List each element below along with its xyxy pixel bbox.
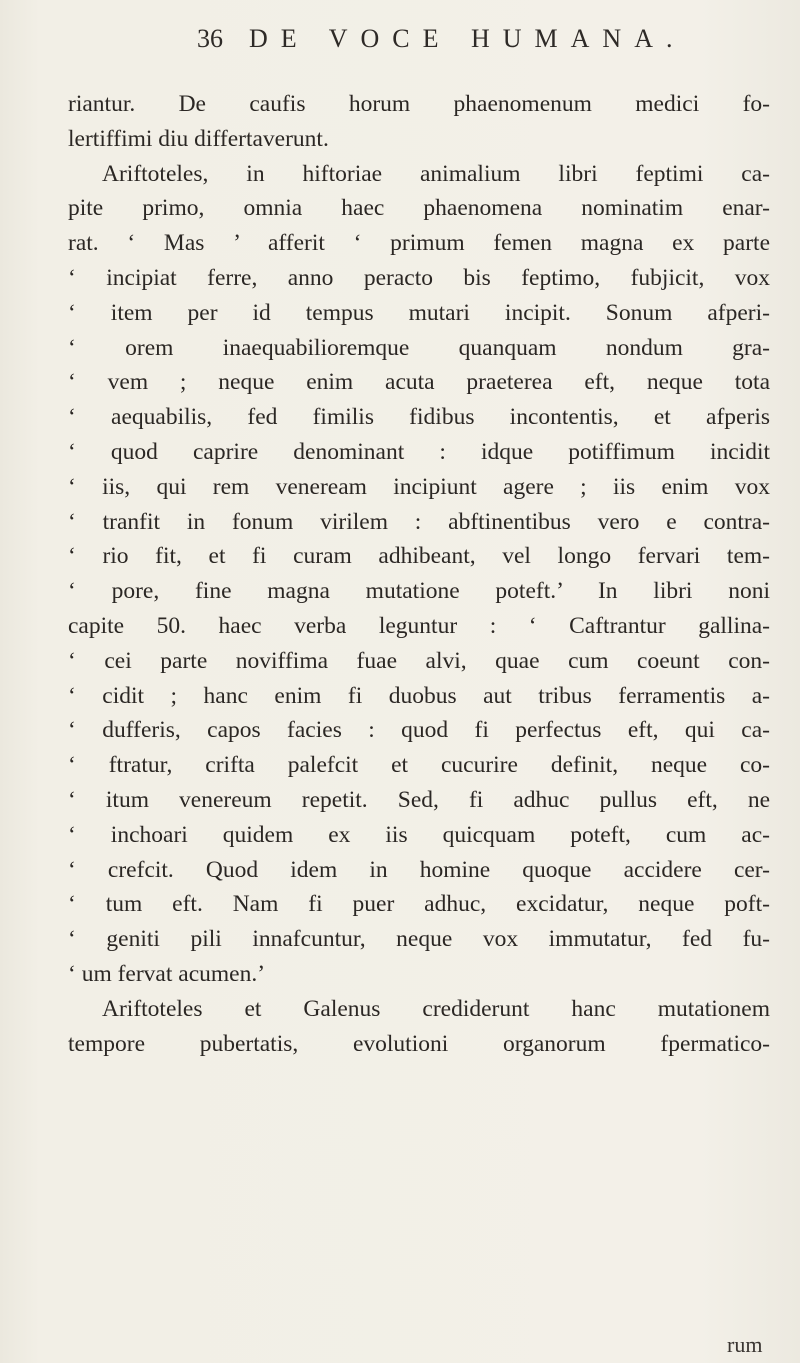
- text-line: ‘ crefcit. Quod idem in homine quoque accidere cer-: [68, 856, 770, 883]
- page-number: 36: [197, 24, 223, 53]
- running-title: DE VOCE HUMANA.: [249, 24, 686, 53]
- text-line: ‘ inchoari quidem ex iis quicquam poteft, cum ac-: [68, 821, 770, 848]
- text-line: capite 50. haec verba leguntur : ‘ Caftrantur gallina-: [68, 612, 770, 639]
- text-line: ‘ orem inaequabilioremque quanquam nondum gra-: [68, 334, 770, 361]
- text-line: ‘ dufferis, capos facies : quod fi perfectus eft, qui ca-: [68, 717, 770, 744]
- text-line: ‘ rio fit, et fi curam adhibeant, vel longo fervari tem-: [68, 543, 770, 570]
- text-line: ‘ tum eft. Nam fi puer adhuc, excidatur, neque poft-: [68, 891, 770, 918]
- text-line: ‘ ftratur, crifta palefcit et cucurire definit, neque co-: [68, 752, 770, 779]
- text-line: ‘ aequabilis, fed fimilis fidibus incontentis, et afperis: [68, 404, 770, 431]
- catchword: rum: [727, 1332, 763, 1357]
- text-line: ‘ iis, qui rem veneream incipiunt agere ; iis enim vox: [68, 473, 770, 500]
- text-line: ‘ quod caprire denominant : idque potiffimum incidit: [68, 438, 770, 465]
- text-line: ‘ itum venereum repetit. Sed, fi adhuc pullus eft, ne: [68, 786, 770, 813]
- text-line: ‘ cei parte noviffima fuae alvi, quae cum coeunt con-: [68, 647, 770, 674]
- text-line: Ariftoteles, in hiftoriae animalium libri feptimi ca-: [102, 160, 770, 187]
- text-line: riantur. De caufis horum phaenomenum medici fo-: [68, 91, 770, 117]
- running-head: [197, 24, 685, 54]
- text-line: ‘ cidit ; hanc enim fi duobus aut tribus ferramentis a-: [68, 682, 770, 709]
- text-line: ‘ tranfit in fonum virilem : abftinentibus vero e contra-: [68, 508, 770, 535]
- text-line: ‘ vem ; neque enim acuta praeterea eft, neque tota: [68, 369, 770, 396]
- text-line: ‘ geniti pili innafcuntur, neque vox immutatur, fed fu-: [68, 926, 770, 953]
- text-line: rat. ‘ Mas ’ afferit ‘ primum femen magna ex parte: [68, 230, 770, 257]
- text-line: Ariftoteles et Galenus crediderunt hanc mutationem: [102, 995, 770, 1022]
- text-line: pite primo, omnia haec phaenomena nominatim enar-: [68, 195, 770, 222]
- text-line: ‘ um fervat acumen.’: [68, 960, 266, 987]
- text-line: ‘ incipiat ferre, anno peracto bis feptimo, fubjicit, vox: [68, 264, 770, 291]
- text-line: lertiffimi diu differtaverunt.: [68, 125, 329, 152]
- text-line: ‘ pore, fine magna mutatione poteft.’ In libri noni: [68, 578, 770, 605]
- text-line: ‘ item per id tempus mutari incipit. Sonum afperi-: [68, 299, 770, 326]
- text-line: tempore pubertatis, evolutioni organorum fpermatico-: [68, 1030, 770, 1057]
- body-text: [68, 87, 770, 1061]
